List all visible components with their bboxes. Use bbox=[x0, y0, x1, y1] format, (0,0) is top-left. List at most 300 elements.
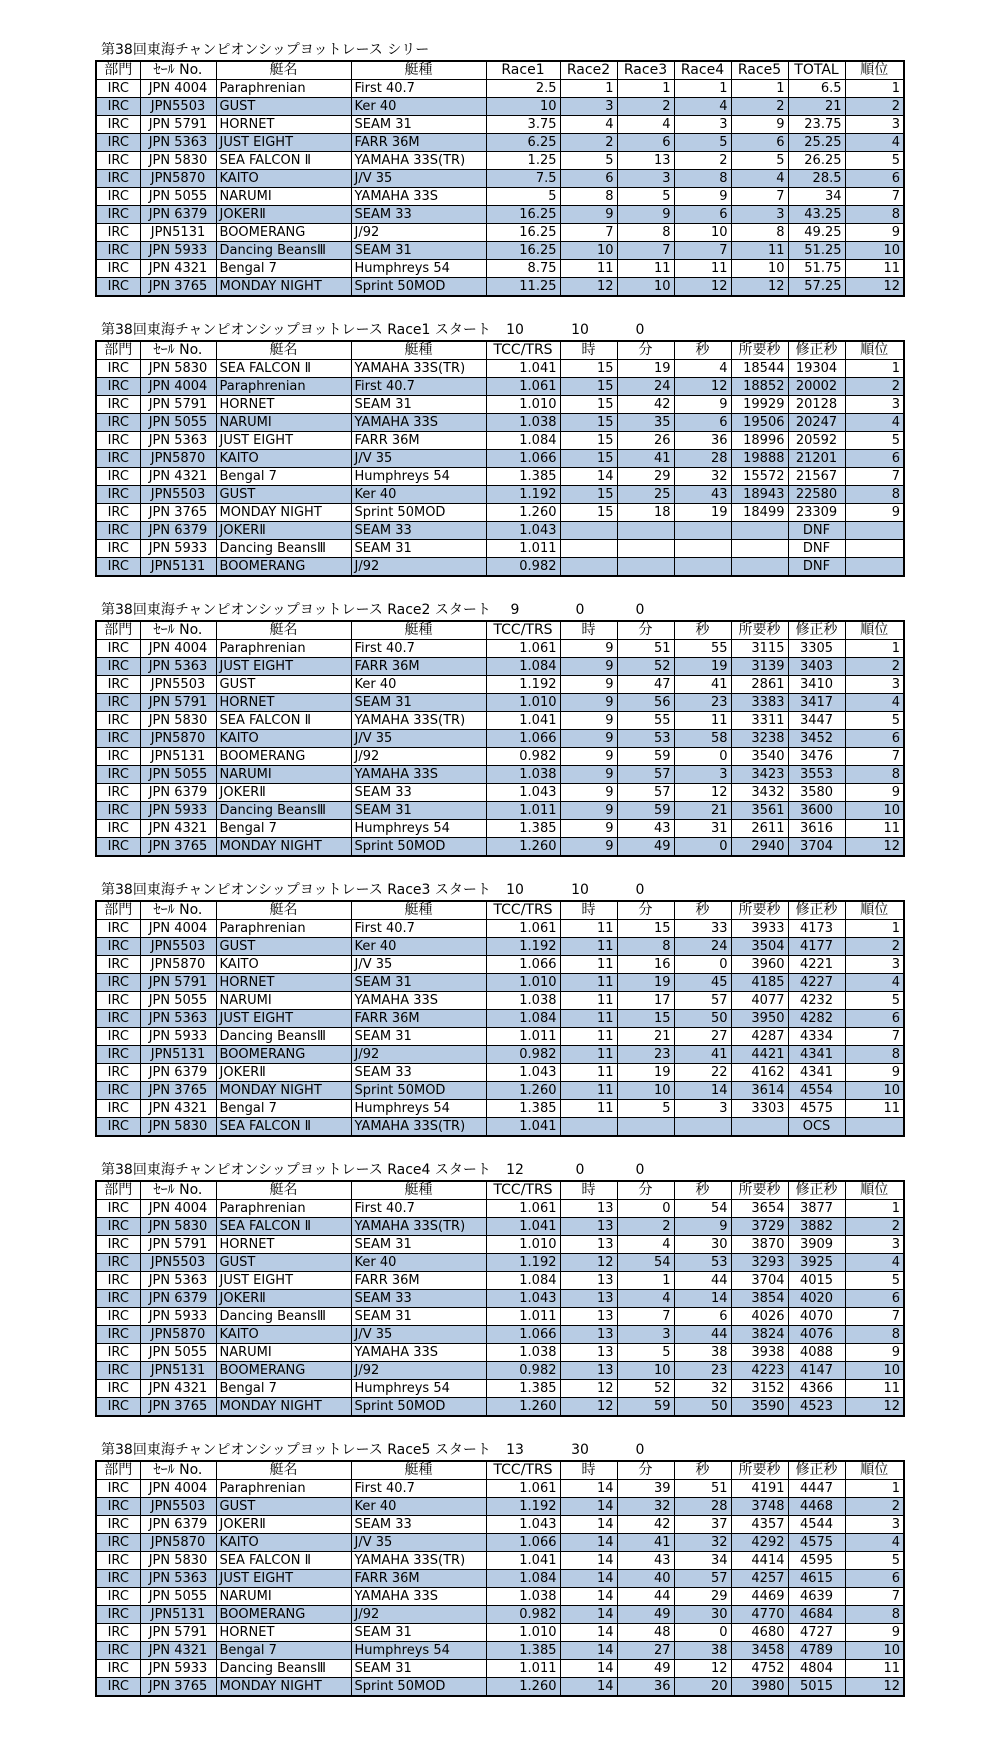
c6-cell: 11 bbox=[560, 956, 617, 974]
c5-cell: 1.041 bbox=[486, 712, 560, 730]
column-header: 艇名 bbox=[216, 1181, 351, 1200]
rank-cell: 10 bbox=[845, 1362, 904, 1380]
boat-name-cell: GUST bbox=[216, 676, 351, 694]
c7-cell: 42 bbox=[617, 1516, 674, 1534]
c5-cell: 1.385 bbox=[486, 1380, 560, 1398]
c5-cell: 1.010 bbox=[486, 694, 560, 712]
c6-cell: 14 bbox=[560, 1606, 617, 1624]
sail-no-cell: JPN 5363 bbox=[140, 134, 216, 152]
c10-cell: 57.25 bbox=[788, 278, 845, 297]
table-row bbox=[96, 1480, 904, 1498]
c9-cell: 8 bbox=[731, 224, 788, 242]
c10-cell: 28.5 bbox=[788, 170, 845, 188]
c5-cell: 1.043 bbox=[486, 522, 560, 540]
c7-cell: 44 bbox=[617, 1588, 674, 1606]
c9-cell: 3303 bbox=[731, 1100, 788, 1118]
boat-name-cell: MONDAY NIGHT bbox=[216, 1678, 351, 1697]
c9-cell: 1 bbox=[731, 80, 788, 98]
c9-cell: 4770 bbox=[731, 1606, 788, 1624]
c7-cell: 41 bbox=[617, 1534, 674, 1552]
c7-cell: 3 bbox=[617, 170, 674, 188]
c9-cell bbox=[731, 540, 788, 558]
sail-no-cell: JPN 5791 bbox=[140, 116, 216, 134]
boat-type-cell: Sprint 50MOD bbox=[351, 1082, 486, 1100]
sail-no-cell: JPN 5791 bbox=[140, 1624, 216, 1642]
boat-name-cell: BOOMERANG bbox=[216, 1362, 351, 1380]
c10-cell: 20247 bbox=[788, 414, 845, 432]
race-results-section bbox=[95, 600, 903, 857]
race-results-section bbox=[95, 320, 903, 577]
sail-no-cell: JPN5503 bbox=[140, 676, 216, 694]
division-cell: IRC bbox=[96, 504, 140, 522]
c5-cell: 1.038 bbox=[486, 1344, 560, 1362]
start-hour: 10 bbox=[506, 322, 524, 338]
c7-cell: 19 bbox=[617, 974, 674, 992]
table-row bbox=[96, 504, 904, 522]
c7-cell: 4 bbox=[617, 116, 674, 134]
sail-no-cell: JPN 5363 bbox=[140, 1272, 216, 1290]
c8-cell: 12 bbox=[674, 278, 731, 297]
c6-cell: 11 bbox=[560, 1010, 617, 1028]
c9-cell: 4287 bbox=[731, 1028, 788, 1046]
series-table bbox=[95, 60, 905, 297]
column-header: Race4 bbox=[674, 61, 731, 80]
boat-name-cell: Bengal 7 bbox=[216, 1100, 351, 1118]
boat-name-cell: SEA FALCON Ⅱ bbox=[216, 360, 351, 378]
c6-cell: 1 bbox=[560, 80, 617, 98]
c7-cell: 27 bbox=[617, 1642, 674, 1660]
c9-cell: 19506 bbox=[731, 414, 788, 432]
c6-cell: 15 bbox=[560, 504, 617, 522]
rank-cell: 9 bbox=[845, 1064, 904, 1082]
c7-cell: 2 bbox=[617, 98, 674, 116]
sail-no-cell: JPN5131 bbox=[140, 1046, 216, 1064]
c7-cell: 51 bbox=[617, 640, 674, 658]
boat-type-cell: Humphreys 54 bbox=[351, 468, 486, 486]
c9-cell: 18943 bbox=[731, 486, 788, 504]
c8-cell: 30 bbox=[674, 1606, 731, 1624]
boat-type-cell: FARR 36M bbox=[351, 1010, 486, 1028]
c10-cell: 4447 bbox=[788, 1480, 845, 1498]
c10-cell: 4575 bbox=[788, 1100, 845, 1118]
c7-cell: 56 bbox=[617, 694, 674, 712]
sail-no-cell: JPN 5791 bbox=[140, 396, 216, 414]
boat-name-cell: MONDAY NIGHT bbox=[216, 504, 351, 522]
division-cell: IRC bbox=[96, 1362, 140, 1380]
c7-cell: 10 bbox=[617, 1082, 674, 1100]
c6-cell: 11 bbox=[560, 1028, 617, 1046]
column-header: TOTAL bbox=[788, 61, 845, 80]
c9-cell: 2611 bbox=[731, 820, 788, 838]
c7-cell: 8 bbox=[617, 224, 674, 242]
c9-cell: 12 bbox=[731, 278, 788, 297]
table-row bbox=[96, 1272, 904, 1290]
table-row bbox=[96, 974, 904, 992]
c9-cell bbox=[731, 522, 788, 540]
boat-type-cell: YAMAHA 33S(TR) bbox=[351, 1118, 486, 1137]
c10-cell: OCS bbox=[788, 1118, 845, 1137]
c6-cell: 6 bbox=[560, 170, 617, 188]
c9-cell: 3960 bbox=[731, 956, 788, 974]
c8-cell: 6 bbox=[674, 414, 731, 432]
table-row bbox=[96, 360, 904, 378]
division-cell: IRC bbox=[96, 1290, 140, 1308]
c8-cell: 14 bbox=[674, 1290, 731, 1308]
c7-cell: 59 bbox=[617, 802, 674, 820]
race-table bbox=[95, 1460, 905, 1697]
c10-cell: 3553 bbox=[788, 766, 845, 784]
boat-type-cell: SEAM 33 bbox=[351, 1064, 486, 1082]
c9-cell: 3115 bbox=[731, 640, 788, 658]
c7-cell: 2 bbox=[617, 1218, 674, 1236]
c7-cell: 15 bbox=[617, 920, 674, 938]
table-row bbox=[96, 1534, 904, 1552]
c10-cell: 20002 bbox=[788, 378, 845, 396]
rank-cell: 9 bbox=[845, 1624, 904, 1642]
c5-cell: 1.084 bbox=[486, 1010, 560, 1028]
boat-name-cell: Paraphrenian bbox=[216, 80, 351, 98]
c5-cell: 1.011 bbox=[486, 1660, 560, 1678]
boat-name-cell: SEA FALCON Ⅱ bbox=[216, 1552, 351, 1570]
c6-cell: 11 bbox=[560, 1100, 617, 1118]
section-title: 第38回東海チャンピオンシップヨットレース Race2 スタート bbox=[101, 602, 491, 618]
table-row bbox=[96, 80, 904, 98]
c5-cell: 1.061 bbox=[486, 1200, 560, 1218]
sail-no-cell: JPN 5830 bbox=[140, 712, 216, 730]
c8-cell: 6 bbox=[674, 1308, 731, 1326]
boat-type-cell: Ker 40 bbox=[351, 486, 486, 504]
section-title-row bbox=[95, 1440, 903, 1460]
c7-cell bbox=[617, 558, 674, 577]
c7-cell: 25 bbox=[617, 486, 674, 504]
c6-cell: 15 bbox=[560, 432, 617, 450]
boat-type-cell: FARR 36M bbox=[351, 1272, 486, 1290]
c5-cell: 11.25 bbox=[486, 278, 560, 297]
sail-no-cell: JPN 4321 bbox=[140, 468, 216, 486]
section-title: 第38回東海チャンピオンシップヨットレース Race4 スタート bbox=[101, 1162, 491, 1178]
c9-cell: 19888 bbox=[731, 450, 788, 468]
c6-cell: 14 bbox=[560, 1552, 617, 1570]
boat-type-cell: J/92 bbox=[351, 1362, 486, 1380]
rank-cell: 9 bbox=[845, 504, 904, 522]
c9-cell: 18996 bbox=[731, 432, 788, 450]
table-row bbox=[96, 766, 904, 784]
division-cell: IRC bbox=[96, 170, 140, 188]
c6-cell: 15 bbox=[560, 396, 617, 414]
table-row bbox=[96, 1100, 904, 1118]
table-row bbox=[96, 1380, 904, 1398]
c9-cell: 3933 bbox=[731, 920, 788, 938]
c10-cell: 4076 bbox=[788, 1326, 845, 1344]
boat-name-cell: Dancing BeansⅢ bbox=[216, 1028, 351, 1046]
sail-no-cell: JPN 5933 bbox=[140, 1028, 216, 1046]
column-header: Race1 bbox=[486, 61, 560, 80]
column-header: 修正秒 bbox=[788, 1181, 845, 1200]
column-header: 所要秒 bbox=[731, 621, 788, 640]
division-cell: IRC bbox=[96, 558, 140, 577]
c7-cell: 55 bbox=[617, 712, 674, 730]
c6-cell: 9 bbox=[560, 730, 617, 748]
rank-cell: 1 bbox=[845, 920, 904, 938]
c10-cell: 5015 bbox=[788, 1678, 845, 1697]
division-cell: IRC bbox=[96, 80, 140, 98]
c5-cell: 0.982 bbox=[486, 1046, 560, 1064]
boat-name-cell: KAITO bbox=[216, 1534, 351, 1552]
c5-cell: 1.192 bbox=[486, 1254, 560, 1272]
c8-cell: 32 bbox=[674, 1534, 731, 1552]
header-row bbox=[96, 341, 904, 360]
rank-cell: 7 bbox=[845, 1028, 904, 1046]
c9-cell: 4421 bbox=[731, 1046, 788, 1064]
sail-no-cell: JPN 6379 bbox=[140, 1516, 216, 1534]
boat-type-cell: SEAM 33 bbox=[351, 206, 486, 224]
boat-name-cell: Bengal 7 bbox=[216, 820, 351, 838]
sail-no-cell: JPN 3765 bbox=[140, 278, 216, 297]
rank-cell: 7 bbox=[845, 748, 904, 766]
boat-type-cell: SEAM 31 bbox=[351, 1624, 486, 1642]
race-results-section bbox=[95, 880, 903, 1137]
c7-cell: 7 bbox=[617, 242, 674, 260]
c10-cell: 23309 bbox=[788, 504, 845, 522]
table-row bbox=[96, 1010, 904, 1028]
c8-cell: 57 bbox=[674, 992, 731, 1010]
sail-no-cell: JPN 5363 bbox=[140, 1570, 216, 1588]
c8-cell: 9 bbox=[674, 1218, 731, 1236]
boat-type-cell: SEAM 31 bbox=[351, 396, 486, 414]
c7-cell: 59 bbox=[617, 748, 674, 766]
c7-cell: 48 bbox=[617, 1624, 674, 1642]
sail-no-cell: JPN 5933 bbox=[140, 1660, 216, 1678]
c5-cell: 1.061 bbox=[486, 1480, 560, 1498]
column-header: 艇名 bbox=[216, 61, 351, 80]
c9-cell bbox=[731, 558, 788, 577]
sail-no-cell: JPN5503 bbox=[140, 938, 216, 956]
boat-name-cell: JUST EIGHT bbox=[216, 1272, 351, 1290]
division-cell: IRC bbox=[96, 468, 140, 486]
c7-cell: 19 bbox=[617, 1064, 674, 1082]
column-header: 艇名 bbox=[216, 621, 351, 640]
column-header: TCC/TRS bbox=[486, 901, 560, 920]
sail-no-cell: JPN 5363 bbox=[140, 1010, 216, 1028]
boat-name-cell: SEA FALCON Ⅱ bbox=[216, 712, 351, 730]
c5-cell: 1.043 bbox=[486, 1516, 560, 1534]
boat-name-cell: Paraphrenian bbox=[216, 1200, 351, 1218]
race-results-section bbox=[95, 1160, 903, 1417]
division-cell: IRC bbox=[96, 152, 140, 170]
c8-cell: 9 bbox=[674, 188, 731, 206]
c7-cell: 7 bbox=[617, 1308, 674, 1326]
c9-cell: 9 bbox=[731, 116, 788, 134]
c9-cell: 3 bbox=[731, 206, 788, 224]
rank-cell: 10 bbox=[845, 1082, 904, 1100]
section-title: 第38回東海チャンピオンシップヨットレース Race5 スタート bbox=[101, 1442, 491, 1458]
c9-cell: 18852 bbox=[731, 378, 788, 396]
c8-cell: 8 bbox=[674, 170, 731, 188]
c8-cell: 12 bbox=[674, 1660, 731, 1678]
c8-cell: 28 bbox=[674, 450, 731, 468]
boat-name-cell: NARUMI bbox=[216, 992, 351, 1010]
c9-cell: 3950 bbox=[731, 1010, 788, 1028]
c8-cell: 1 bbox=[674, 80, 731, 98]
section-title-row bbox=[95, 1160, 903, 1180]
c10-cell: 4684 bbox=[788, 1606, 845, 1624]
rank-cell: 12 bbox=[845, 838, 904, 857]
header-row bbox=[96, 901, 904, 920]
c6-cell: 12 bbox=[560, 1398, 617, 1417]
c7-cell: 41 bbox=[617, 450, 674, 468]
sail-no-cell: JPN 3765 bbox=[140, 1678, 216, 1697]
boat-name-cell: HORNET bbox=[216, 974, 351, 992]
c6-cell: 9 bbox=[560, 784, 617, 802]
column-header: 艇種 bbox=[351, 621, 486, 640]
c6-cell bbox=[560, 1118, 617, 1137]
c8-cell: 38 bbox=[674, 1344, 731, 1362]
rank-cell: 2 bbox=[845, 658, 904, 676]
column-header: ｾｰﾙ No. bbox=[140, 1181, 216, 1200]
c10-cell: DNF bbox=[788, 558, 845, 577]
c10-cell: 3410 bbox=[788, 676, 845, 694]
c5-cell: 1.010 bbox=[486, 974, 560, 992]
division-cell: IRC bbox=[96, 1118, 140, 1137]
column-header: 順位 bbox=[845, 1461, 904, 1480]
boat-name-cell: Bengal 7 bbox=[216, 468, 351, 486]
sail-no-cell: JPN 5055 bbox=[140, 766, 216, 784]
c7-cell: 5 bbox=[617, 1344, 674, 1362]
sail-no-cell: JPN 6379 bbox=[140, 206, 216, 224]
c5-cell: 1.192 bbox=[486, 1498, 560, 1516]
section-title: 第38回東海チャンピオンシップヨットレース Race3 スタート bbox=[101, 882, 491, 898]
rank-cell: 8 bbox=[845, 486, 904, 504]
rank-cell bbox=[845, 540, 904, 558]
table-row bbox=[96, 1308, 904, 1326]
column-header: TCC/TRS bbox=[486, 1461, 560, 1480]
c8-cell: 24 bbox=[674, 938, 731, 956]
c6-cell: 13 bbox=[560, 1218, 617, 1236]
c5-cell: 1.260 bbox=[486, 504, 560, 522]
division-cell: IRC bbox=[96, 1028, 140, 1046]
boat-type-cell: J/V 35 bbox=[351, 730, 486, 748]
c5-cell: 16.25 bbox=[486, 224, 560, 242]
c9-cell: 3561 bbox=[731, 802, 788, 820]
rank-cell: 3 bbox=[845, 396, 904, 414]
c8-cell: 43 bbox=[674, 486, 731, 504]
start-second: 0 bbox=[635, 322, 645, 338]
c5-cell: 6.25 bbox=[486, 134, 560, 152]
c9-cell: 3854 bbox=[731, 1290, 788, 1308]
table-row bbox=[96, 486, 904, 504]
rank-cell bbox=[845, 558, 904, 577]
c8-cell: 23 bbox=[674, 694, 731, 712]
column-header: ｾｰﾙ No. bbox=[140, 901, 216, 920]
division-cell: IRC bbox=[96, 1218, 140, 1236]
boat-name-cell: NARUMI bbox=[216, 188, 351, 206]
section-title-row bbox=[95, 600, 903, 620]
c6-cell: 9 bbox=[560, 838, 617, 857]
c8-cell: 41 bbox=[674, 676, 731, 694]
c10-cell: 4523 bbox=[788, 1398, 845, 1417]
boat-type-cell: SEAM 33 bbox=[351, 784, 486, 802]
c5-cell: 7.5 bbox=[486, 170, 560, 188]
division-cell: IRC bbox=[96, 360, 140, 378]
rank-cell: 3 bbox=[845, 116, 904, 134]
c9-cell: 3824 bbox=[731, 1326, 788, 1344]
c8-cell: 12 bbox=[674, 784, 731, 802]
division-cell: IRC bbox=[96, 694, 140, 712]
division-cell: IRC bbox=[96, 378, 140, 396]
column-header: TCC/TRS bbox=[486, 621, 560, 640]
table-row bbox=[96, 540, 904, 558]
sail-no-cell: JPN 5933 bbox=[140, 802, 216, 820]
boat-name-cell: Paraphrenian bbox=[216, 1480, 351, 1498]
table-row bbox=[96, 1236, 904, 1254]
c10-cell: 19304 bbox=[788, 360, 845, 378]
c10-cell: 3882 bbox=[788, 1218, 845, 1236]
c10-cell: 20128 bbox=[788, 396, 845, 414]
table-row bbox=[96, 1624, 904, 1642]
c7-cell: 9 bbox=[617, 206, 674, 224]
c8-cell: 3 bbox=[674, 1100, 731, 1118]
c9-cell: 15572 bbox=[731, 468, 788, 486]
rank-cell: 6 bbox=[845, 450, 904, 468]
c9-cell: 3504 bbox=[731, 938, 788, 956]
c6-cell: 9 bbox=[560, 640, 617, 658]
table-row bbox=[96, 712, 904, 730]
rank-cell: 6 bbox=[845, 1010, 904, 1028]
c9-cell: 6 bbox=[731, 134, 788, 152]
column-header: 修正秒 bbox=[788, 621, 845, 640]
c10-cell: 4227 bbox=[788, 974, 845, 992]
c6-cell: 11 bbox=[560, 938, 617, 956]
c5-cell: 1.043 bbox=[486, 1064, 560, 1082]
rank-cell: 4 bbox=[845, 1254, 904, 1272]
division-cell: IRC bbox=[96, 1516, 140, 1534]
rank-cell: 7 bbox=[845, 188, 904, 206]
table-row bbox=[96, 1606, 904, 1624]
c9-cell: 3654 bbox=[731, 1200, 788, 1218]
c8-cell bbox=[674, 522, 731, 540]
rank-cell: 11 bbox=[845, 1380, 904, 1398]
division-cell: IRC bbox=[96, 1236, 140, 1254]
c8-cell: 28 bbox=[674, 1498, 731, 1516]
c10-cell: 4554 bbox=[788, 1082, 845, 1100]
rank-cell: 12 bbox=[845, 1678, 904, 1697]
rank-cell: 4 bbox=[845, 414, 904, 432]
c6-cell: 13 bbox=[560, 1272, 617, 1290]
division-cell: IRC bbox=[96, 188, 140, 206]
c8-cell: 45 bbox=[674, 974, 731, 992]
boat-type-cell: First 40.7 bbox=[351, 1480, 486, 1498]
sail-no-cell: JPN5131 bbox=[140, 224, 216, 242]
c9-cell: 2861 bbox=[731, 676, 788, 694]
start-minute: 30 bbox=[571, 1442, 589, 1458]
c8-cell: 57 bbox=[674, 1570, 731, 1588]
division-cell: IRC bbox=[96, 98, 140, 116]
column-header: 順位 bbox=[845, 61, 904, 80]
boat-name-cell: KAITO bbox=[216, 956, 351, 974]
division-cell: IRC bbox=[96, 802, 140, 820]
c6-cell: 12 bbox=[560, 1254, 617, 1272]
c9-cell: 11 bbox=[731, 242, 788, 260]
c5-cell: 1.385 bbox=[486, 1100, 560, 1118]
boat-name-cell: HORNET bbox=[216, 1624, 351, 1642]
boat-type-cell: SEAM 33 bbox=[351, 1290, 486, 1308]
division-cell: IRC bbox=[96, 766, 140, 784]
c7-cell: 21 bbox=[617, 1028, 674, 1046]
division-cell: IRC bbox=[96, 784, 140, 802]
c5-cell: 1.061 bbox=[486, 640, 560, 658]
sail-no-cell: JPN 3765 bbox=[140, 1082, 216, 1100]
c7-cell: 11 bbox=[617, 260, 674, 278]
